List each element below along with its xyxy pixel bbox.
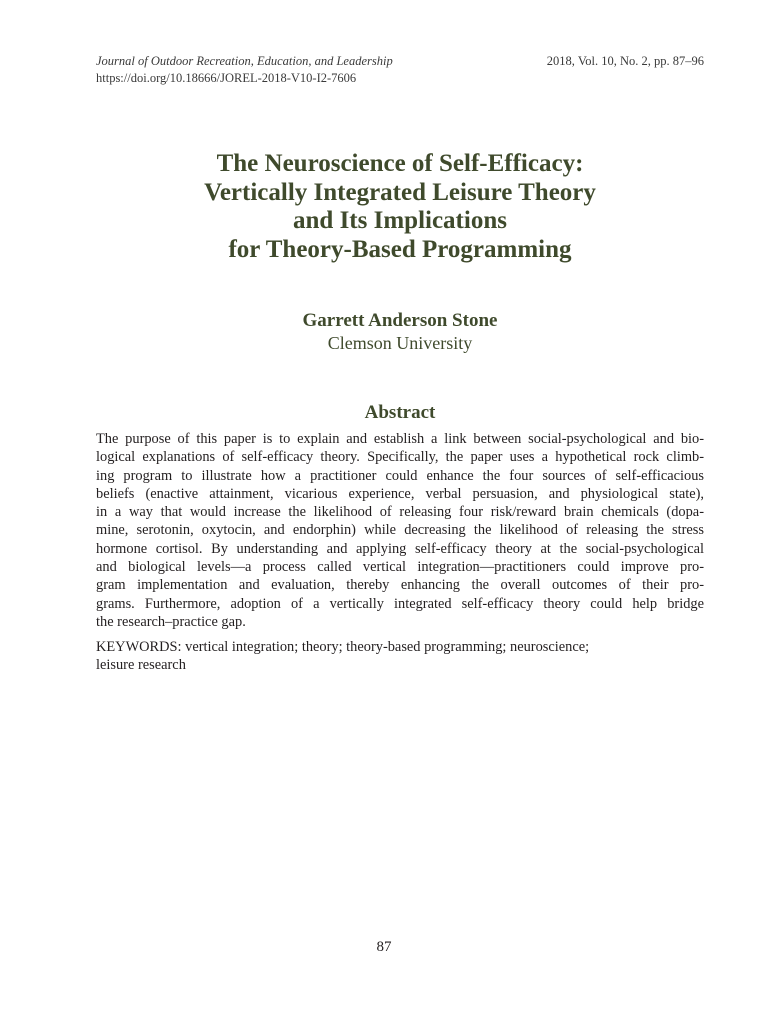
abstract-line: in a way that would increase the likelihood of releasing four risk/reward brain chemicals (dopa- — [96, 504, 704, 521]
abstract-line: The purpose of this paper is to explain and establish a link between social-psychological and bio- — [96, 431, 704, 447]
issue-info: 2018, Vol. 10, No. 2, pp. 87–96 — [546, 54, 704, 68]
keywords-line: leisure research — [96, 657, 186, 674]
keywords — [96, 638, 704, 675]
doi-link[interactable]: https://doi.org/10.18666/JOREL-2018-V10-I2-7606 — [96, 71, 357, 85]
abstract-body — [96, 430, 704, 631]
keywords-line: KEYWORDS: vertical integration; theory; theory-based programming; neuroscience; — [96, 639, 590, 655]
paper-title — [96, 150, 704, 264]
abstract-line: gram implementation and evaluation, thereby enhancing the overall outcomes of their pro- — [96, 577, 704, 594]
title-line: The Neuroscience of Self-Efficacy: — [216, 150, 584, 177]
abstract-line: beliefs (enactive attainment, vicarious experience, verbal persuasion, and physiological state), — [96, 485, 704, 502]
abstract-line: logical explanations of self-efficacy theory. Specifically, the paper uses a hypothetical rock climb- — [96, 449, 704, 466]
abstract-line: ing program to illustrate how a practitioner could enhance the four sources of self-efficacious — [96, 467, 704, 484]
title-line: for Theory-Based Programming — [228, 235, 572, 263]
author-affiliation: Clemson University — [327, 333, 473, 353]
abstract-line: hormone cortisol. By understanding and applying self-efficacy theory at the social-psychological — [96, 540, 704, 557]
page-number: 87 — [376, 939, 392, 955]
abstract-line: grams. Furthermore, adoption of a vertically integrated self-efficacy theory could help bridge — [96, 595, 704, 612]
abstract-heading: Abstract — [364, 402, 436, 423]
title-line: and Its Implications — [293, 207, 507, 234]
running-head — [96, 53, 704, 87]
abstract-line: the research–practice gap. — [96, 613, 246, 630]
abstract-line: and biological levels—a process called vertical integration—practitioners could improve pro- — [96, 559, 704, 576]
author-name: Garrett Anderson Stone — [302, 310, 498, 331]
abstract-line: mine, serotonin, oxytocin, and endorphin) while decreasing the likelihood of releasing the stress — [96, 522, 704, 539]
journal-name: Journal of Outdoor Recreation, Education, and Leadership — [96, 54, 393, 68]
title-line: Vertically Integrated Leisure Theory — [204, 178, 596, 206]
